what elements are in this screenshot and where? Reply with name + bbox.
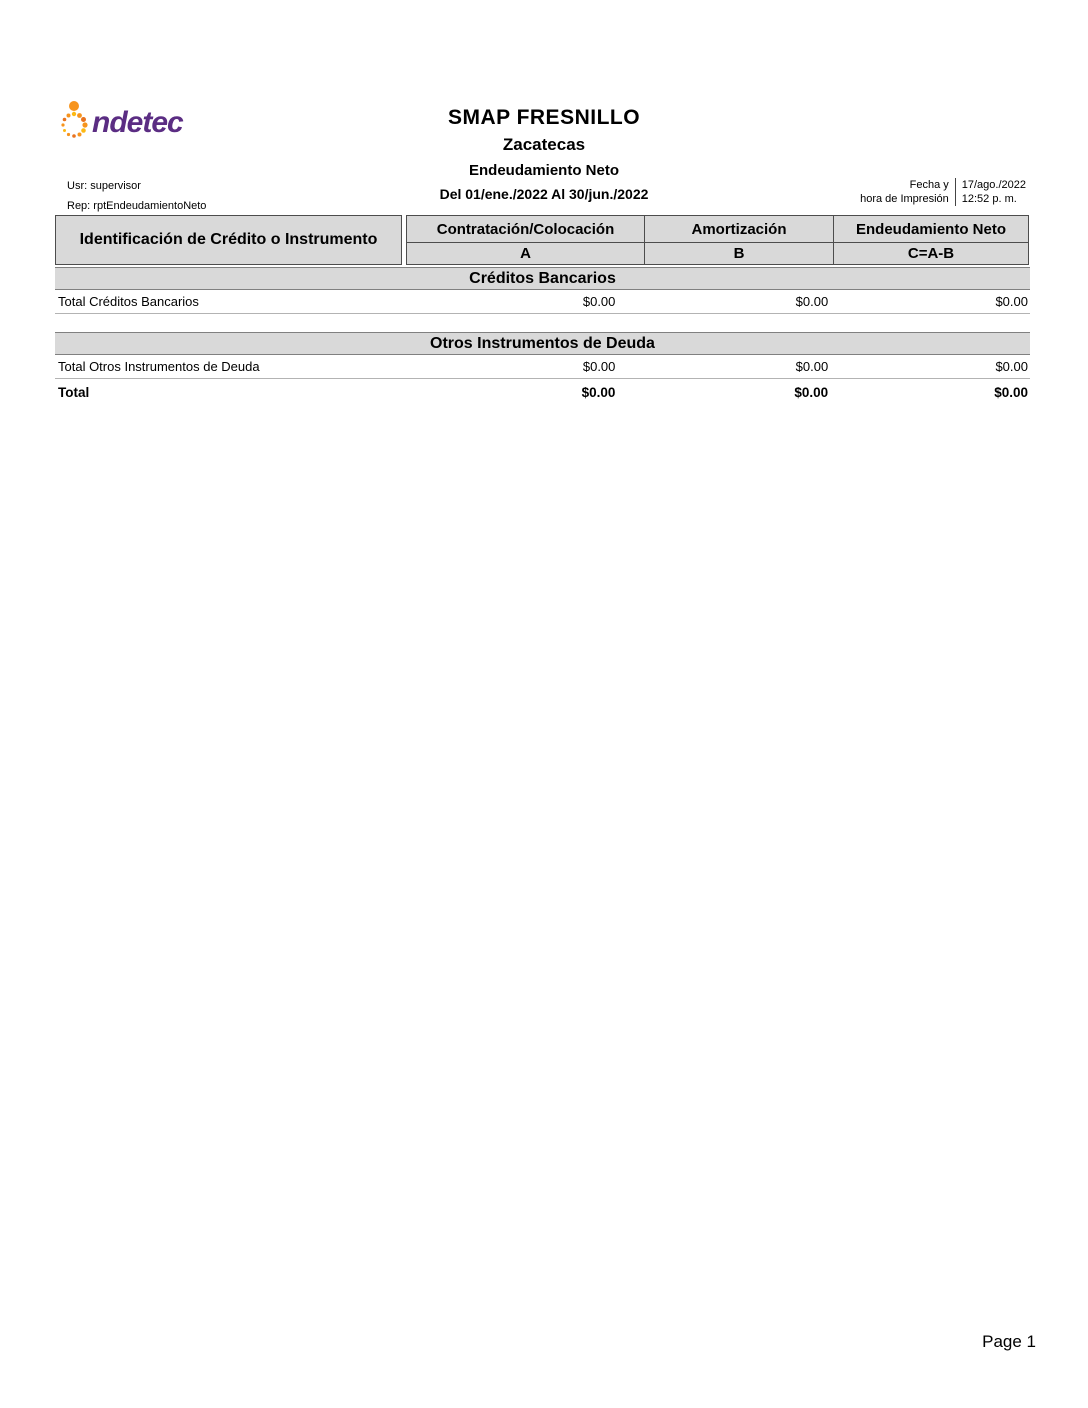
- entity-state: Zacatecas: [502, 135, 586, 154]
- page-number: Page 1: [982, 1332, 1036, 1351]
- debt-table: [55, 215, 1030, 405]
- table-row: [55, 290, 1030, 314]
- section-spacer: [55, 314, 1030, 330]
- row-value-amortizacion: $0.00: [795, 359, 829, 374]
- indetec-logo-text: ndetec: [92, 105, 183, 139]
- total-value-amortizacion: $0.00: [794, 384, 829, 400]
- print-meta-values: [955, 178, 1026, 206]
- table-total-row: [55, 379, 1030, 405]
- print-time-value: 12:52 p. m.: [961, 193, 1017, 205]
- column-header-contratacion-label: Contratación/Colocación: [407, 216, 644, 243]
- entity-title: SMAP FRESNILLO: [447, 106, 641, 129]
- table-row: [55, 355, 1030, 379]
- row-label: Total Créditos Bancarios: [58, 294, 199, 309]
- row-value-amortizacion: $0.00: [795, 294, 829, 309]
- user-label: Usr: supervisor: [67, 180, 141, 192]
- print-meta: [860, 178, 1026, 206]
- section-header-creditos-bancarios: Créditos Bancarios: [55, 267, 1030, 290]
- table-header-row: [55, 215, 1030, 265]
- report-id-label: Rep: rptEndeudamientoNeto: [67, 200, 207, 212]
- total-value-contratacion: $0.00: [581, 384, 616, 400]
- row-value-contratacion: $0.00: [582, 294, 616, 309]
- total-value-endeudamiento: $0.00: [994, 384, 1028, 400]
- row-label: Total Otros Instrumentos de Deuda: [58, 359, 260, 374]
- print-meta-labels: [860, 178, 955, 206]
- print-date-value: 17/ago./2022: [961, 179, 1026, 191]
- column-header-identification: Identificación de Crédito o Instrumento: [55, 215, 402, 265]
- total-label: Total: [58, 384, 90, 400]
- column-header-endeudamiento: [833, 215, 1029, 265]
- print-date-label: Fecha y: [909, 179, 949, 191]
- column-header-amortizacion-label: Amortización: [645, 216, 833, 243]
- row-value-endeudamiento: $0.00: [995, 359, 1028, 374]
- row-value-endeudamiento: $0.00: [995, 294, 1028, 309]
- report-period: Del 01/ene./2022 Al 30/jun./2022: [439, 186, 649, 202]
- column-header-amortizacion: [644, 215, 834, 265]
- print-time-label: hora de Impresión: [860, 193, 949, 205]
- column-header-amortizacion-sub: B: [733, 245, 745, 262]
- report-name: Endeudamiento Neto: [468, 162, 619, 179]
- user-meta: [67, 180, 206, 220]
- column-header-contratacion: [406, 215, 645, 265]
- section-header-otros-instrumentos: Otros Instrumentos de Deuda: [55, 332, 1030, 355]
- column-header-endeudamiento-sub: C=A-B: [907, 245, 955, 262]
- column-header-endeudamiento-label: Endeudamiento Neto: [834, 216, 1028, 243]
- column-header-contratacion-sub: A: [520, 245, 531, 262]
- row-value-contratacion: $0.00: [582, 359, 616, 374]
